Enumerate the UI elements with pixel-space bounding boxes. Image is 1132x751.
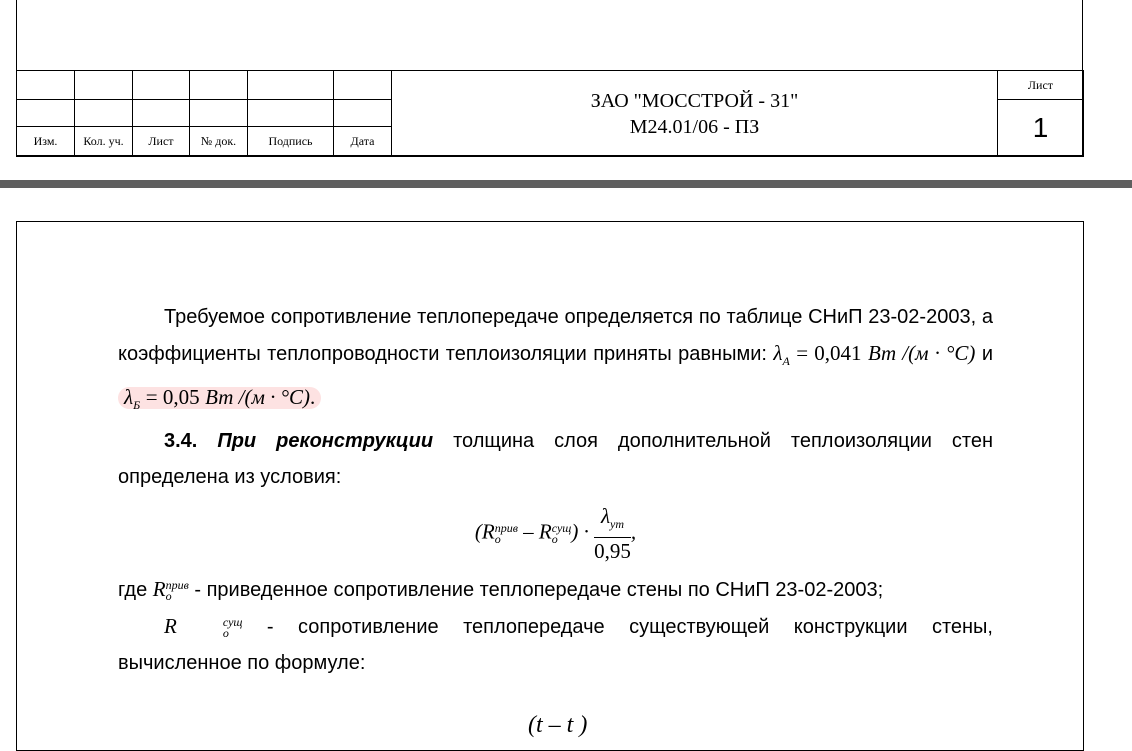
formula-fraction — [594, 503, 631, 564]
column-label-change: Изм. — [17, 127, 75, 157]
lambda-b-subscript: Б — [133, 398, 141, 412]
conjunction: и — [981, 343, 994, 365]
r-prev-symbol-indices — [165, 577, 189, 603]
r-exist-symbol-sup: сущ — [222, 614, 243, 629]
lambda-a-symbol: λ — [773, 341, 783, 365]
revision-cell — [190, 71, 248, 100]
sheet-label: Лист — [1027, 77, 1054, 92]
page-separator — [0, 180, 1132, 188]
highlighted-lambda-b — [118, 385, 321, 412]
r-prev-symbol: R — [152, 577, 166, 601]
sheet-number-cell — [998, 100, 1084, 157]
formula-open: (R — [474, 519, 495, 544]
column-label-signature: Подпись — [248, 127, 334, 157]
lambda-a-value: = 0,041 — [796, 341, 862, 365]
title-block-table — [16, 70, 1084, 157]
revision-cell — [190, 100, 248, 127]
r-exist-symbol-sub: o — [222, 625, 229, 640]
fraction-numerator — [594, 503, 631, 538]
r-exist-symbol-indices — [177, 614, 243, 640]
where-lead: где — [118, 579, 148, 601]
revision-cell — [75, 100, 133, 127]
company-name: ЗАО "МОССТРОЙ - 31" — [590, 89, 799, 112]
revision-cell — [133, 100, 190, 127]
revision-cell — [17, 100, 75, 127]
r-prev-sup: прив — [494, 520, 518, 535]
company-cell — [392, 71, 998, 157]
column-label-sheet: Лист — [133, 127, 190, 157]
section-heading: При реконструкции — [217, 430, 434, 452]
where-r-exist — [118, 608, 993, 681]
where-r-exist-text: - сопротивление теплопередаче существующей конструкции стены, вычисленное по формуле: — [118, 616, 993, 674]
sheet-number: 1 — [1032, 112, 1049, 143]
lambda-a-subscript: А — [782, 354, 790, 368]
column-label-doc-number: № док. — [190, 127, 248, 157]
document-body — [118, 299, 993, 681]
lambda-b-unit: Вт /(м · °С) — [205, 385, 311, 409]
numerator-subscript: ут — [610, 517, 625, 532]
formula-insulation-condition — [118, 503, 993, 564]
section-3-4 — [118, 423, 993, 495]
formula-close: ) · — [571, 519, 589, 544]
paragraph-text: Требуемое сопротивление теплопередаче определяется по таблице СНиП 23-02-2003, а коэффициенты теплопроводности теплоизоляции приняты равными: — [118, 306, 993, 365]
where-r-prev-text: - приведенное сопротивление теплопередаче стены по СНиП 23-02-2003; — [194, 579, 884, 601]
lambda-b-value: = 0,05 — [145, 385, 200, 409]
revision-cell — [248, 100, 334, 127]
column-label-date: Дата — [334, 127, 392, 157]
formula-tail: , — [630, 519, 637, 544]
sheet-label-cell — [998, 71, 1084, 100]
revision-cell — [133, 71, 190, 100]
r-prev-symbol-sub: o — [165, 588, 172, 603]
r-exist-indices — [551, 520, 572, 546]
document-code: М24.01/06 - ПЗ — [629, 115, 760, 138]
section-text: толщина слоя дополнительной теплоизоляции стен определена из условия: — [118, 430, 993, 488]
sentence-end: . — [310, 385, 316, 409]
revision-cell — [248, 71, 334, 100]
r-prev-indices — [494, 520, 518, 546]
revision-cell — [75, 71, 133, 100]
revision-cell — [17, 71, 75, 100]
r-exist-symbol: R — [164, 614, 177, 638]
r-prev-sub: o — [494, 531, 501, 546]
fraction-denominator: 0,95 — [594, 539, 631, 564]
r-exist-sub: o — [551, 531, 558, 546]
r-prev-symbol-sup: прив — [165, 577, 189, 592]
revision-cell — [334, 71, 392, 100]
where-r-prev — [118, 571, 993, 608]
revision-cell — [334, 100, 392, 127]
paragraph-thermal-conductivity — [118, 299, 993, 423]
formula-minus: – R — [523, 519, 552, 544]
formula-partial-cutoff: (t – t ) — [528, 712, 588, 738]
r-exist-sup: сущ — [551, 520, 572, 535]
lambda-b-symbol: λ — [124, 385, 134, 409]
lambda-a-unit: Вт /(м · °С) — [867, 341, 976, 365]
section-number: 3.4. — [164, 430, 198, 452]
numerator-lambda: λ — [600, 504, 611, 528]
column-label-count: Кол. уч. — [75, 127, 133, 157]
